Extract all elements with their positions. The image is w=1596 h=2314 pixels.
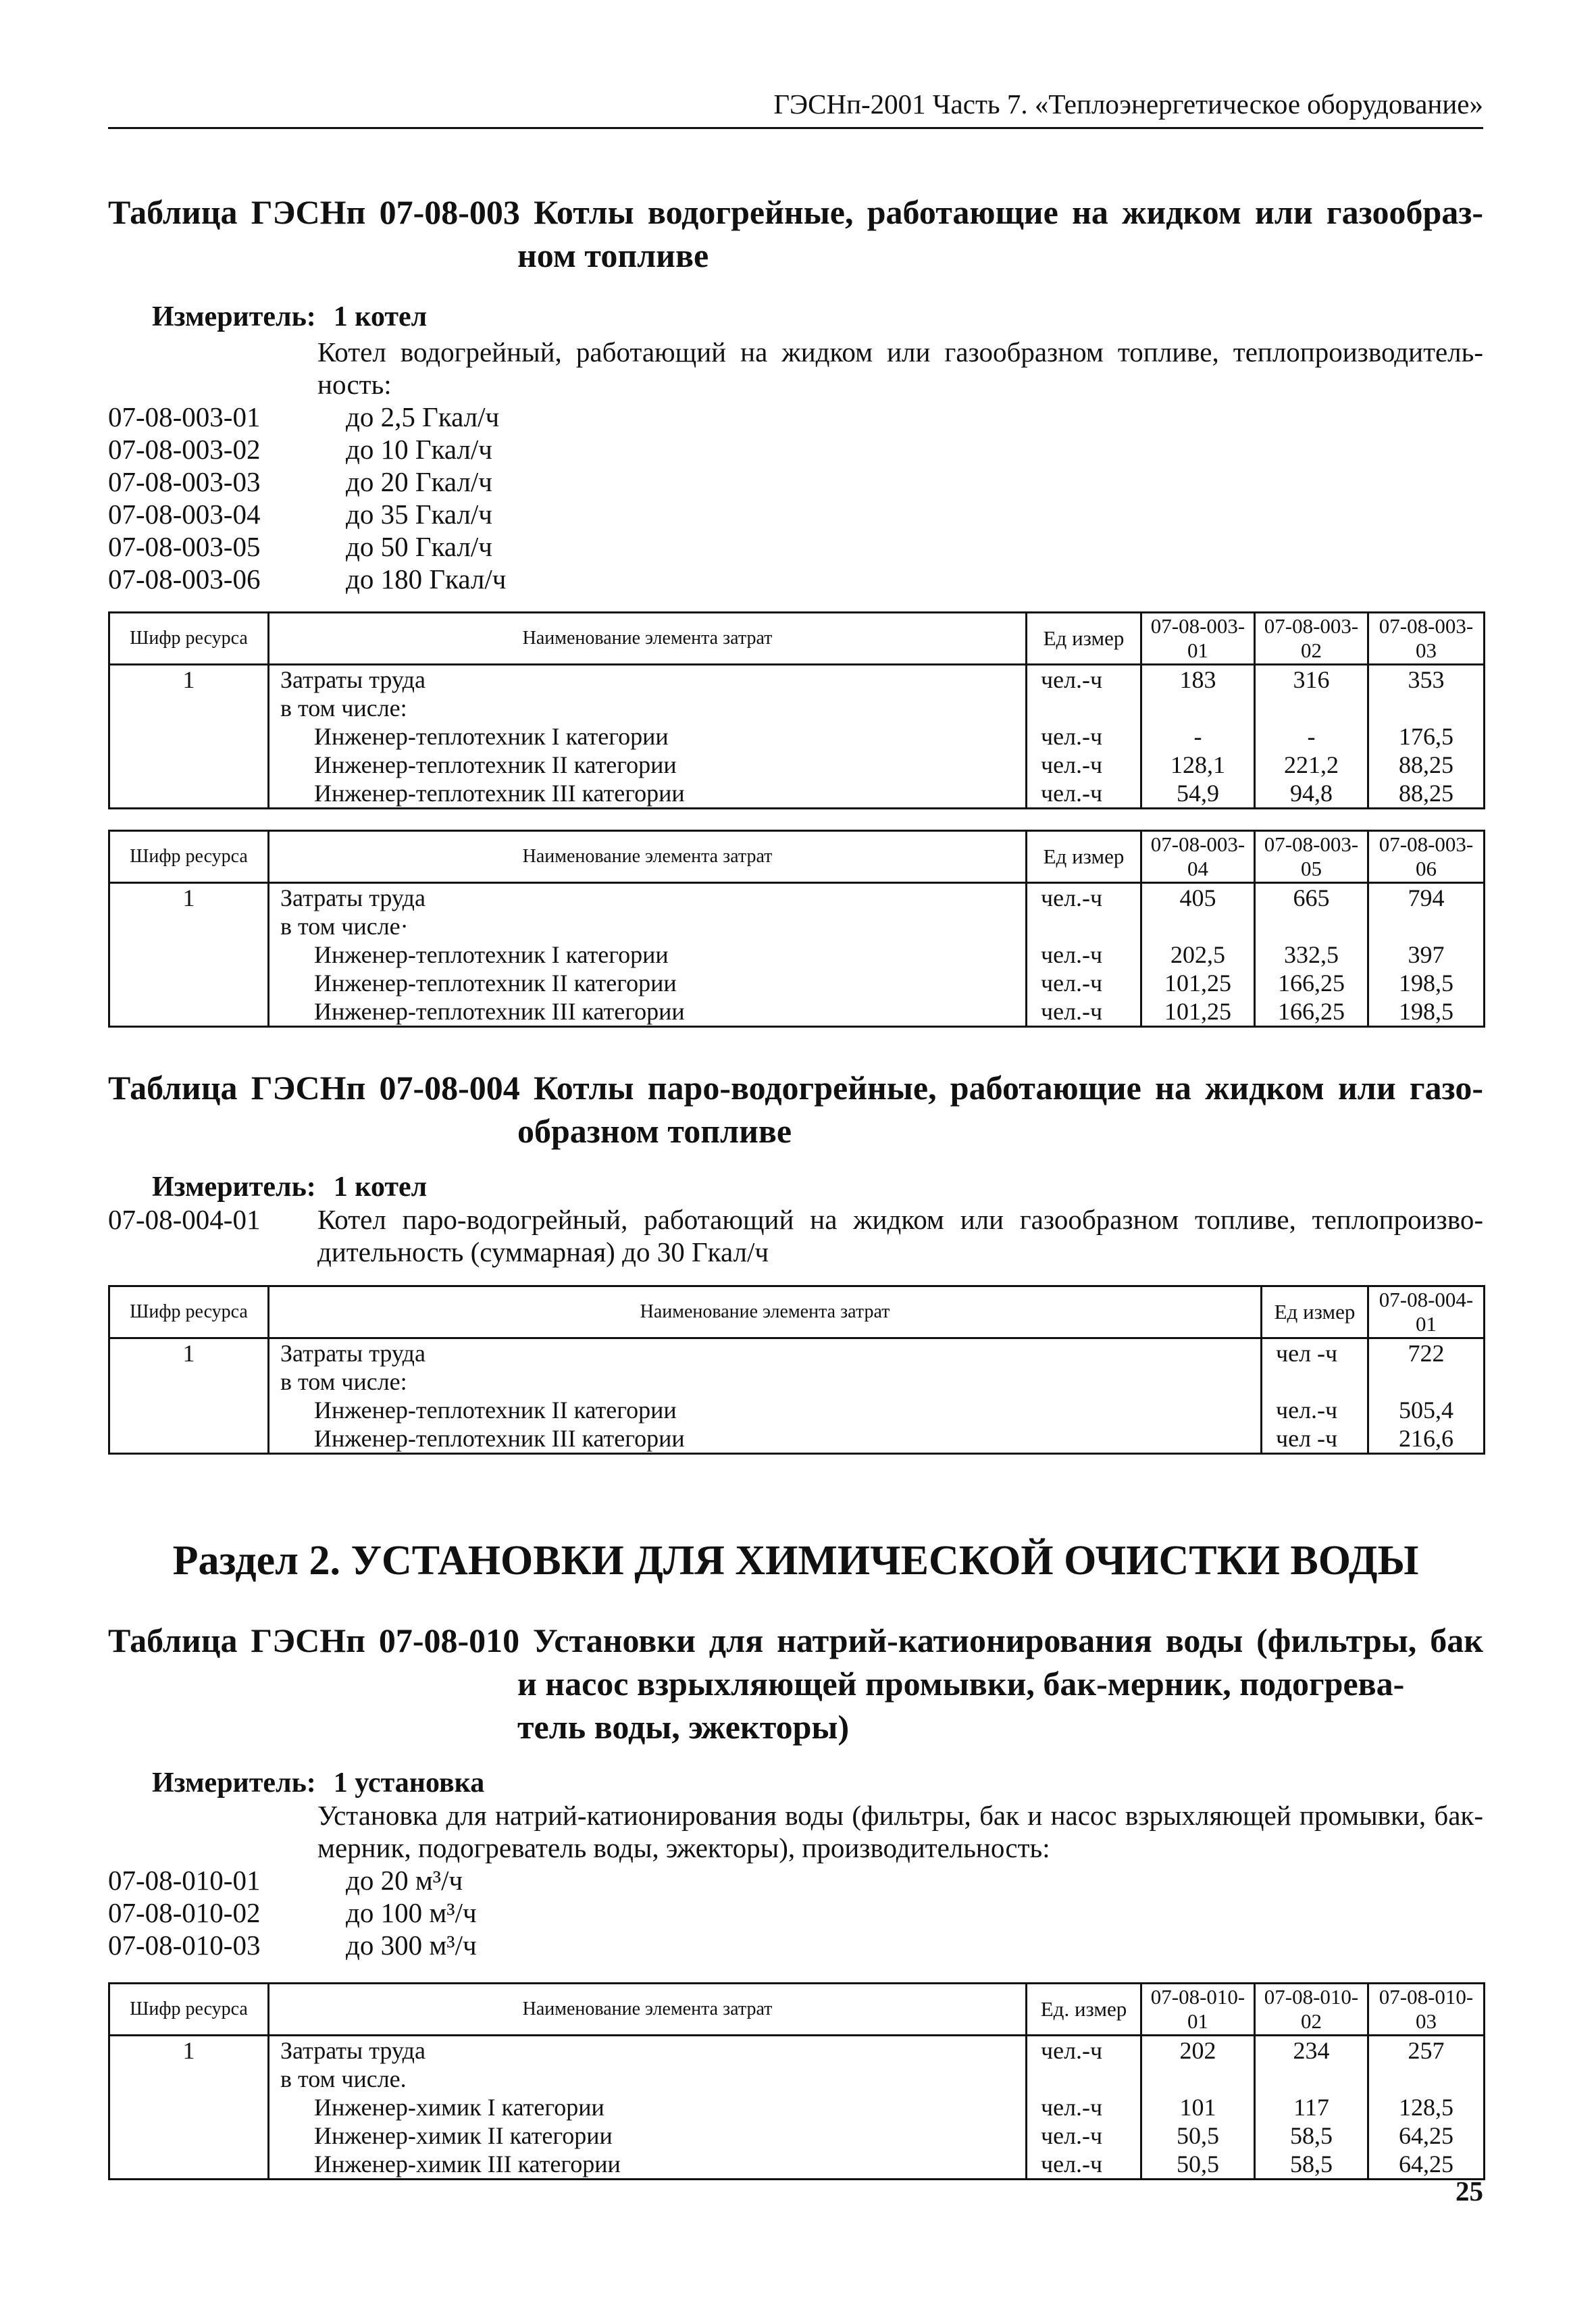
cell-name: Инженер-теплотехник II категории — [269, 969, 1027, 997]
cell-value: 117 — [1255, 2093, 1368, 2121]
cell-value: 128,5 — [1368, 2093, 1485, 2121]
cell-value: 332,5 — [1255, 940, 1368, 969]
list-item — [108, 401, 506, 433]
cell-value — [1368, 2065, 1485, 2093]
cell-cipher — [109, 1424, 269, 1454]
page-number: 25 — [1456, 2175, 1483, 2207]
cell-value: 405 — [1141, 883, 1255, 913]
cell-value — [1368, 912, 1485, 940]
item-code: 07-08-010-02 — [108, 1897, 261, 1928]
table-header-row — [109, 1984, 1485, 2036]
table-row — [109, 2150, 1485, 2180]
cell-value — [1141, 2065, 1255, 2093]
table-010-title — [108, 1619, 1483, 1749]
running-header: ГЭСНп-2001 Часть 7. «Теплоэнергетическое оборудование» — [108, 86, 1483, 129]
cell-unit: чел.-ч — [1027, 2121, 1141, 2150]
table-row — [109, 1424, 1485, 1454]
cell-name: Инженер-теплотехник I категории — [269, 940, 1027, 969]
cell-name: Инженер-химик III категории — [269, 2150, 1027, 2180]
cell-unit: чел.-ч — [1027, 997, 1141, 1027]
cell-value: 101,25 — [1141, 969, 1255, 997]
header-unit: Ед. измер — [1027, 1984, 1141, 2036]
item-code: 07-08-004-01 — [108, 1204, 261, 1235]
cell-value: 316 — [1255, 665, 1368, 695]
cell-value: 794 — [1368, 883, 1485, 913]
cell-cipher — [109, 997, 269, 1027]
cell-value: 88,25 — [1368, 779, 1485, 809]
cell-value: 166,25 — [1255, 969, 1368, 997]
cell-name: Инженер-теплотехник III категории — [269, 779, 1027, 809]
cell-name: Инженер-теплотехник II категории — [269, 1396, 1262, 1424]
header-resource-code: Шифр ресурса — [109, 831, 269, 883]
item-code: 07-08-003-06 — [108, 563, 261, 595]
list-item — [108, 1864, 477, 1896]
table-row — [109, 2093, 1485, 2121]
table-row — [109, 1367, 1485, 1396]
header-cost-element: Наименование элемента затрат — [269, 1286, 1262, 1338]
meter-value: 1 котел — [333, 301, 428, 332]
table-003-a — [108, 611, 1485, 809]
cell-unit: чел.-ч — [1027, 2036, 1141, 2065]
cell-value: 202 — [1141, 2036, 1255, 2065]
table-010-meter — [152, 1766, 484, 1800]
cell-name: Затраты труда — [269, 2036, 1027, 2065]
header-norm-code: 07-08-003-03 — [1368, 613, 1485, 665]
item-code: 07-08-003-01 — [108, 401, 261, 432]
header-cost-element: Наименование элемента затрат — [269, 1984, 1027, 2036]
cell-value: 216,6 — [1368, 1424, 1485, 1454]
item-value: до 50 Гкал/ч — [346, 531, 492, 562]
cell-value: 722 — [1368, 1338, 1485, 1368]
cell-unit: чел.-ч — [1027, 779, 1141, 809]
cell-name: в том числе: — [269, 694, 1027, 722]
header-norm-code: 07-08-003-05 — [1255, 831, 1368, 883]
cell-value: 88,25 — [1368, 751, 1485, 779]
cell-value: 665 — [1255, 883, 1368, 913]
cell-value: 101,25 — [1141, 997, 1255, 1027]
cell-name: Инженер-теплотехник I категории — [269, 722, 1027, 751]
cell-unit: чел.-ч — [1027, 969, 1141, 997]
cell-value: 50,5 — [1141, 2121, 1255, 2150]
cell-value: 397 — [1368, 940, 1485, 969]
header-unit: Ед измер — [1027, 613, 1141, 665]
section-2-title: Раздел 2. УСТАНОВКИ ДЛЯ ХИМИЧЕСКОЙ ОЧИСТКИ ВОДЫ — [172, 1538, 1419, 1584]
cell-cipher — [109, 969, 269, 997]
meter-label: Измеритель: — [152, 1172, 316, 1203]
header-unit: Ед измер — [1027, 831, 1141, 883]
table-row — [109, 694, 1485, 722]
cell-value: 50,5 — [1141, 2150, 1255, 2180]
cell-name: Затраты труда — [269, 1338, 1262, 1368]
meter-label: Измеритель: — [152, 1767, 316, 1799]
cell-name: в том числе: — [269, 1367, 1262, 1396]
cell-unit — [1027, 912, 1141, 940]
cell-value — [1255, 694, 1368, 722]
cell-value: 54,9 — [1141, 779, 1255, 809]
cell-cipher — [109, 1396, 269, 1424]
item-code: 07-08-003-02 — [108, 434, 261, 465]
table-003-title — [108, 191, 1483, 277]
meter-value: 1 котел — [333, 1172, 428, 1203]
header-resource-code: Шифр ресурса — [109, 613, 269, 665]
table-row — [109, 969, 1485, 997]
table-010-title-line3: тель воды, эжекторы) — [517, 1708, 850, 1746]
header-resource-code: Шифр ресурса — [109, 1984, 269, 2036]
list-item — [108, 1203, 346, 1236]
item-code: 07-08-003-05 — [108, 531, 261, 562]
cell-value: 202,5 — [1141, 940, 1255, 969]
table-010-item-list — [108, 1864, 477, 1961]
item-code: 07-08-010-01 — [108, 1865, 261, 1896]
cell-name: Затраты труда — [269, 665, 1027, 695]
table-row — [109, 665, 1485, 695]
list-item — [108, 530, 506, 563]
item-code: 07-08-003-03 — [108, 466, 261, 497]
table-003-title-line1: Таблица ГЭСНп 07-08-003 Котлы водогрейные, работающие на жидком или газообраз- — [108, 193, 1483, 231]
table-004 — [108, 1285, 1485, 1455]
cell-cipher — [109, 2121, 269, 2150]
cell-value — [1255, 2065, 1368, 2093]
table-row — [109, 1338, 1485, 1368]
item-value: до 20 м³/ч — [346, 1865, 463, 1896]
cell-value: 64,25 — [1368, 2150, 1485, 2180]
list-item — [108, 563, 506, 595]
table-010-description: Установка для натрий-катионирования воды (фильтры, бак и насос взрыхляющей промывки, бак-мерник, подогреватель воды, эжекторы), производительность: — [317, 1800, 1483, 1863]
cell-name: Инженер-химик II категории — [269, 2121, 1027, 2150]
cell-value — [1368, 1367, 1485, 1396]
cell-value: 198,5 — [1368, 997, 1485, 1027]
cell-value — [1368, 694, 1485, 722]
table-004-meter — [152, 1170, 427, 1204]
cell-value: 198,5 — [1368, 969, 1485, 997]
cell-cipher — [109, 912, 269, 940]
header-cost-element: Наименование элемента затрат — [269, 831, 1027, 883]
cell-value: 64,25 — [1368, 2121, 1485, 2150]
cell-cipher — [109, 1367, 269, 1396]
table-004-title — [108, 1066, 1483, 1153]
cell-unit: чел.-ч — [1027, 665, 1141, 695]
header-norm-code: 07-08-010-02 — [1255, 1984, 1368, 2036]
table-010 — [108, 1982, 1485, 2180]
cell-unit — [1027, 2065, 1141, 2093]
cell-unit: чел.-ч — [1262, 1396, 1368, 1424]
table-row — [109, 1396, 1485, 1424]
table-004-description: Котел паро-водогрейный, работающий на жидком или газообразном топливе, теплопроизво-дительность (суммарная) до 30 Гкал/ч — [317, 1204, 1483, 1267]
cell-unit: чел.-ч — [1027, 751, 1141, 779]
header-unit: Ед измер — [1262, 1286, 1368, 1338]
list-item — [108, 466, 506, 498]
list-item — [108, 498, 506, 530]
header-resource-code: Шифр ресурса — [109, 1286, 269, 1338]
cell-unit: чел.-ч — [1027, 2150, 1141, 2180]
table-row — [109, 2036, 1485, 2065]
table-003-item-list — [108, 401, 506, 595]
table-row — [109, 2065, 1485, 2093]
cell-value: 58,5 — [1255, 2150, 1368, 2180]
header-norm-code: 07-08-010-01 — [1141, 1984, 1255, 2036]
cell-unit: чел.-ч — [1027, 2093, 1141, 2121]
meter-label: Измеритель: — [152, 301, 316, 332]
cell-name: Инженер-теплотехник III категории — [269, 1424, 1262, 1454]
cell-value: 505,4 — [1368, 1396, 1485, 1424]
cell-unit: чел.-ч — [1027, 883, 1141, 913]
cell-value: 101 — [1141, 2093, 1255, 2121]
cell-cipher: 1 — [109, 883, 269, 913]
cell-cipher — [109, 751, 269, 779]
cell-cipher — [109, 722, 269, 751]
cell-value: 234 — [1255, 2036, 1368, 2065]
header-norm-code: 07-08-003-06 — [1368, 831, 1485, 883]
table-004-title-line2: образном топливе — [517, 1112, 792, 1150]
table-010-title-line1: Таблица ГЭСНп 07-08-010 Установки для натрий-катионирования воды (фильтры, бак — [108, 1621, 1483, 1659]
table-003-description: Котел водогрейный, работающий на жидком или газообразном топливе, теплопроизводитель-ность: — [317, 336, 1483, 400]
cell-cipher — [109, 2150, 269, 2180]
cell-value — [1141, 912, 1255, 940]
cell-name: Инженер-теплотехник III категории — [269, 997, 1027, 1027]
table-004-code — [108, 1203, 346, 1236]
cell-value — [1255, 912, 1368, 940]
table-row — [109, 883, 1485, 913]
list-item — [108, 1929, 477, 1961]
header-norm-code: 07-08-004-01 — [1368, 1286, 1485, 1338]
cell-cipher — [109, 694, 269, 722]
header-norm-code: 07-08-003-04 — [1141, 831, 1255, 883]
table-row — [109, 751, 1485, 779]
table-003-b — [108, 830, 1485, 1028]
cell-value: 221,2 — [1255, 751, 1368, 779]
cell-cipher — [109, 940, 269, 969]
cell-cipher — [109, 2093, 269, 2121]
table-003-meter — [152, 300, 427, 334]
cell-name: Затраты труда — [269, 883, 1027, 913]
cell-value: - — [1255, 722, 1368, 751]
cell-unit — [1262, 1367, 1368, 1396]
cell-value: 94,8 — [1255, 779, 1368, 809]
list-item — [108, 433, 506, 466]
cell-cipher — [109, 2065, 269, 2093]
cell-unit: чел -ч — [1262, 1338, 1368, 1368]
header-norm-code: 07-08-003-02 — [1255, 613, 1368, 665]
item-value: до 100 м³/ч — [346, 1897, 477, 1928]
item-value: до 35 Гкал/ч — [346, 499, 492, 530]
item-code: 07-08-003-04 — [108, 499, 261, 530]
item-value: до 20 Гкал/ч — [346, 466, 492, 497]
meter-value: 1 установка — [333, 1767, 485, 1799]
item-value: до 180 Гкал/ч — [346, 563, 507, 595]
table-row — [109, 912, 1485, 940]
table-004-title-line1: Таблица ГЭСНп 07-08-004 Котлы паро-водогрейные, работающие на жидком или газо- — [108, 1069, 1483, 1107]
cell-value: 58,5 — [1255, 2121, 1368, 2150]
item-value: до 10 Гкал/ч — [346, 434, 492, 465]
table-header-row — [109, 1286, 1485, 1338]
table-header-row — [109, 613, 1485, 665]
cell-value — [1141, 694, 1255, 722]
cell-cipher: 1 — [109, 1338, 269, 1368]
table-row — [109, 997, 1485, 1027]
cell-value: 166,25 — [1255, 997, 1368, 1027]
cell-unit: чел.-ч — [1027, 722, 1141, 751]
table-003-title-line2: ном топливе — [517, 236, 709, 274]
cell-value: 128,1 — [1141, 751, 1255, 779]
cell-value: - — [1141, 722, 1255, 751]
cell-cipher: 1 — [109, 2036, 269, 2065]
cell-name: в том числе. — [269, 2065, 1027, 2093]
table-row — [109, 779, 1485, 809]
list-item — [108, 1896, 477, 1929]
item-value: до 2,5 Гкал/ч — [346, 401, 500, 432]
table-row — [109, 722, 1485, 751]
cell-unit — [1027, 694, 1141, 722]
header-norm-code: 07-08-010-03 — [1368, 1984, 1485, 2036]
cell-unit: чел.-ч — [1027, 940, 1141, 969]
cell-name: Инженер-химик I категории — [269, 2093, 1027, 2121]
table-row — [109, 2121, 1485, 2150]
item-value: до 300 м³/ч — [346, 1930, 477, 1961]
cell-name: в том числе· — [269, 912, 1027, 940]
header-cost-element: Наименование элемента затрат — [269, 613, 1027, 665]
item-code: 07-08-010-03 — [108, 1930, 261, 1961]
table-row — [109, 940, 1485, 969]
cell-unit: чел -ч — [1262, 1424, 1368, 1454]
cell-value: 183 — [1141, 665, 1255, 695]
cell-cipher: 1 — [109, 665, 269, 695]
cell-name: Инженер-теплотехник II категории — [269, 751, 1027, 779]
header-norm-code: 07-08-003-01 — [1141, 613, 1255, 665]
table-010-title-line2: и насос взрыхляющей промывки, бак-мерник, подогрева- — [517, 1665, 1405, 1703]
cell-value: 353 — [1368, 665, 1485, 695]
cell-value: 176,5 — [1368, 722, 1485, 751]
cell-cipher — [109, 779, 269, 809]
cell-value: 257 — [1368, 2036, 1485, 2065]
table-header-row — [109, 831, 1485, 883]
